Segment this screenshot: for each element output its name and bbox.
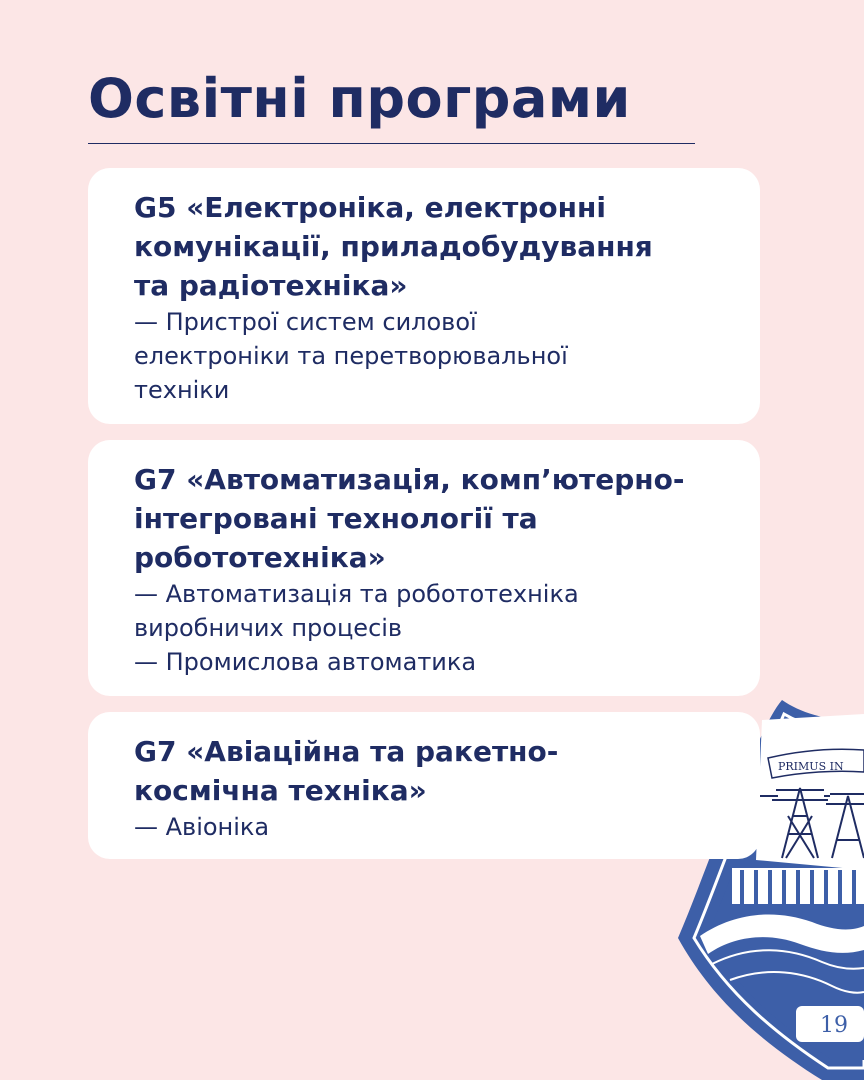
dam-icon (732, 868, 864, 904)
emblem-motto: PRIMUS IN (778, 760, 844, 773)
program-card-automation (88, 440, 760, 696)
emblem-panel (756, 714, 864, 870)
program-title-line: G7 «Автоматизація, комп’ютерно- (134, 463, 685, 496)
specialization-line: електроніки та перетворювальної (134, 342, 568, 370)
program-title-line: та радіотехніка» (134, 269, 408, 302)
specialization-line: — Пристрої систем силової (134, 308, 477, 336)
program-title-line: робототехніка» (134, 541, 386, 574)
program-title-line: комунікації, приладобудування (134, 230, 653, 263)
program-title-line: G7 «Авіаційна та ракетно- (134, 735, 559, 768)
specialization-line: — Авіоніка (134, 813, 270, 841)
specialization-line: — Промислова автоматика (134, 648, 477, 676)
specialization-line: — Автоматизація та робототехніка (134, 580, 579, 608)
program-title-line: інтегровані технології та (134, 502, 538, 535)
specialization-line: виробничих процесів (134, 614, 403, 642)
program-card-electronics (88, 168, 760, 424)
emblem-year: 19 (820, 1013, 848, 1038)
program-title-line: космічна техніка» (134, 774, 427, 807)
program-title-line: G5 «Електроніка, електронні (134, 191, 606, 224)
specialization-line: техніки (134, 376, 230, 404)
page-title: Освітні програми (88, 67, 631, 130)
program-card-aviation (88, 712, 760, 859)
title-divider (88, 143, 695, 144)
